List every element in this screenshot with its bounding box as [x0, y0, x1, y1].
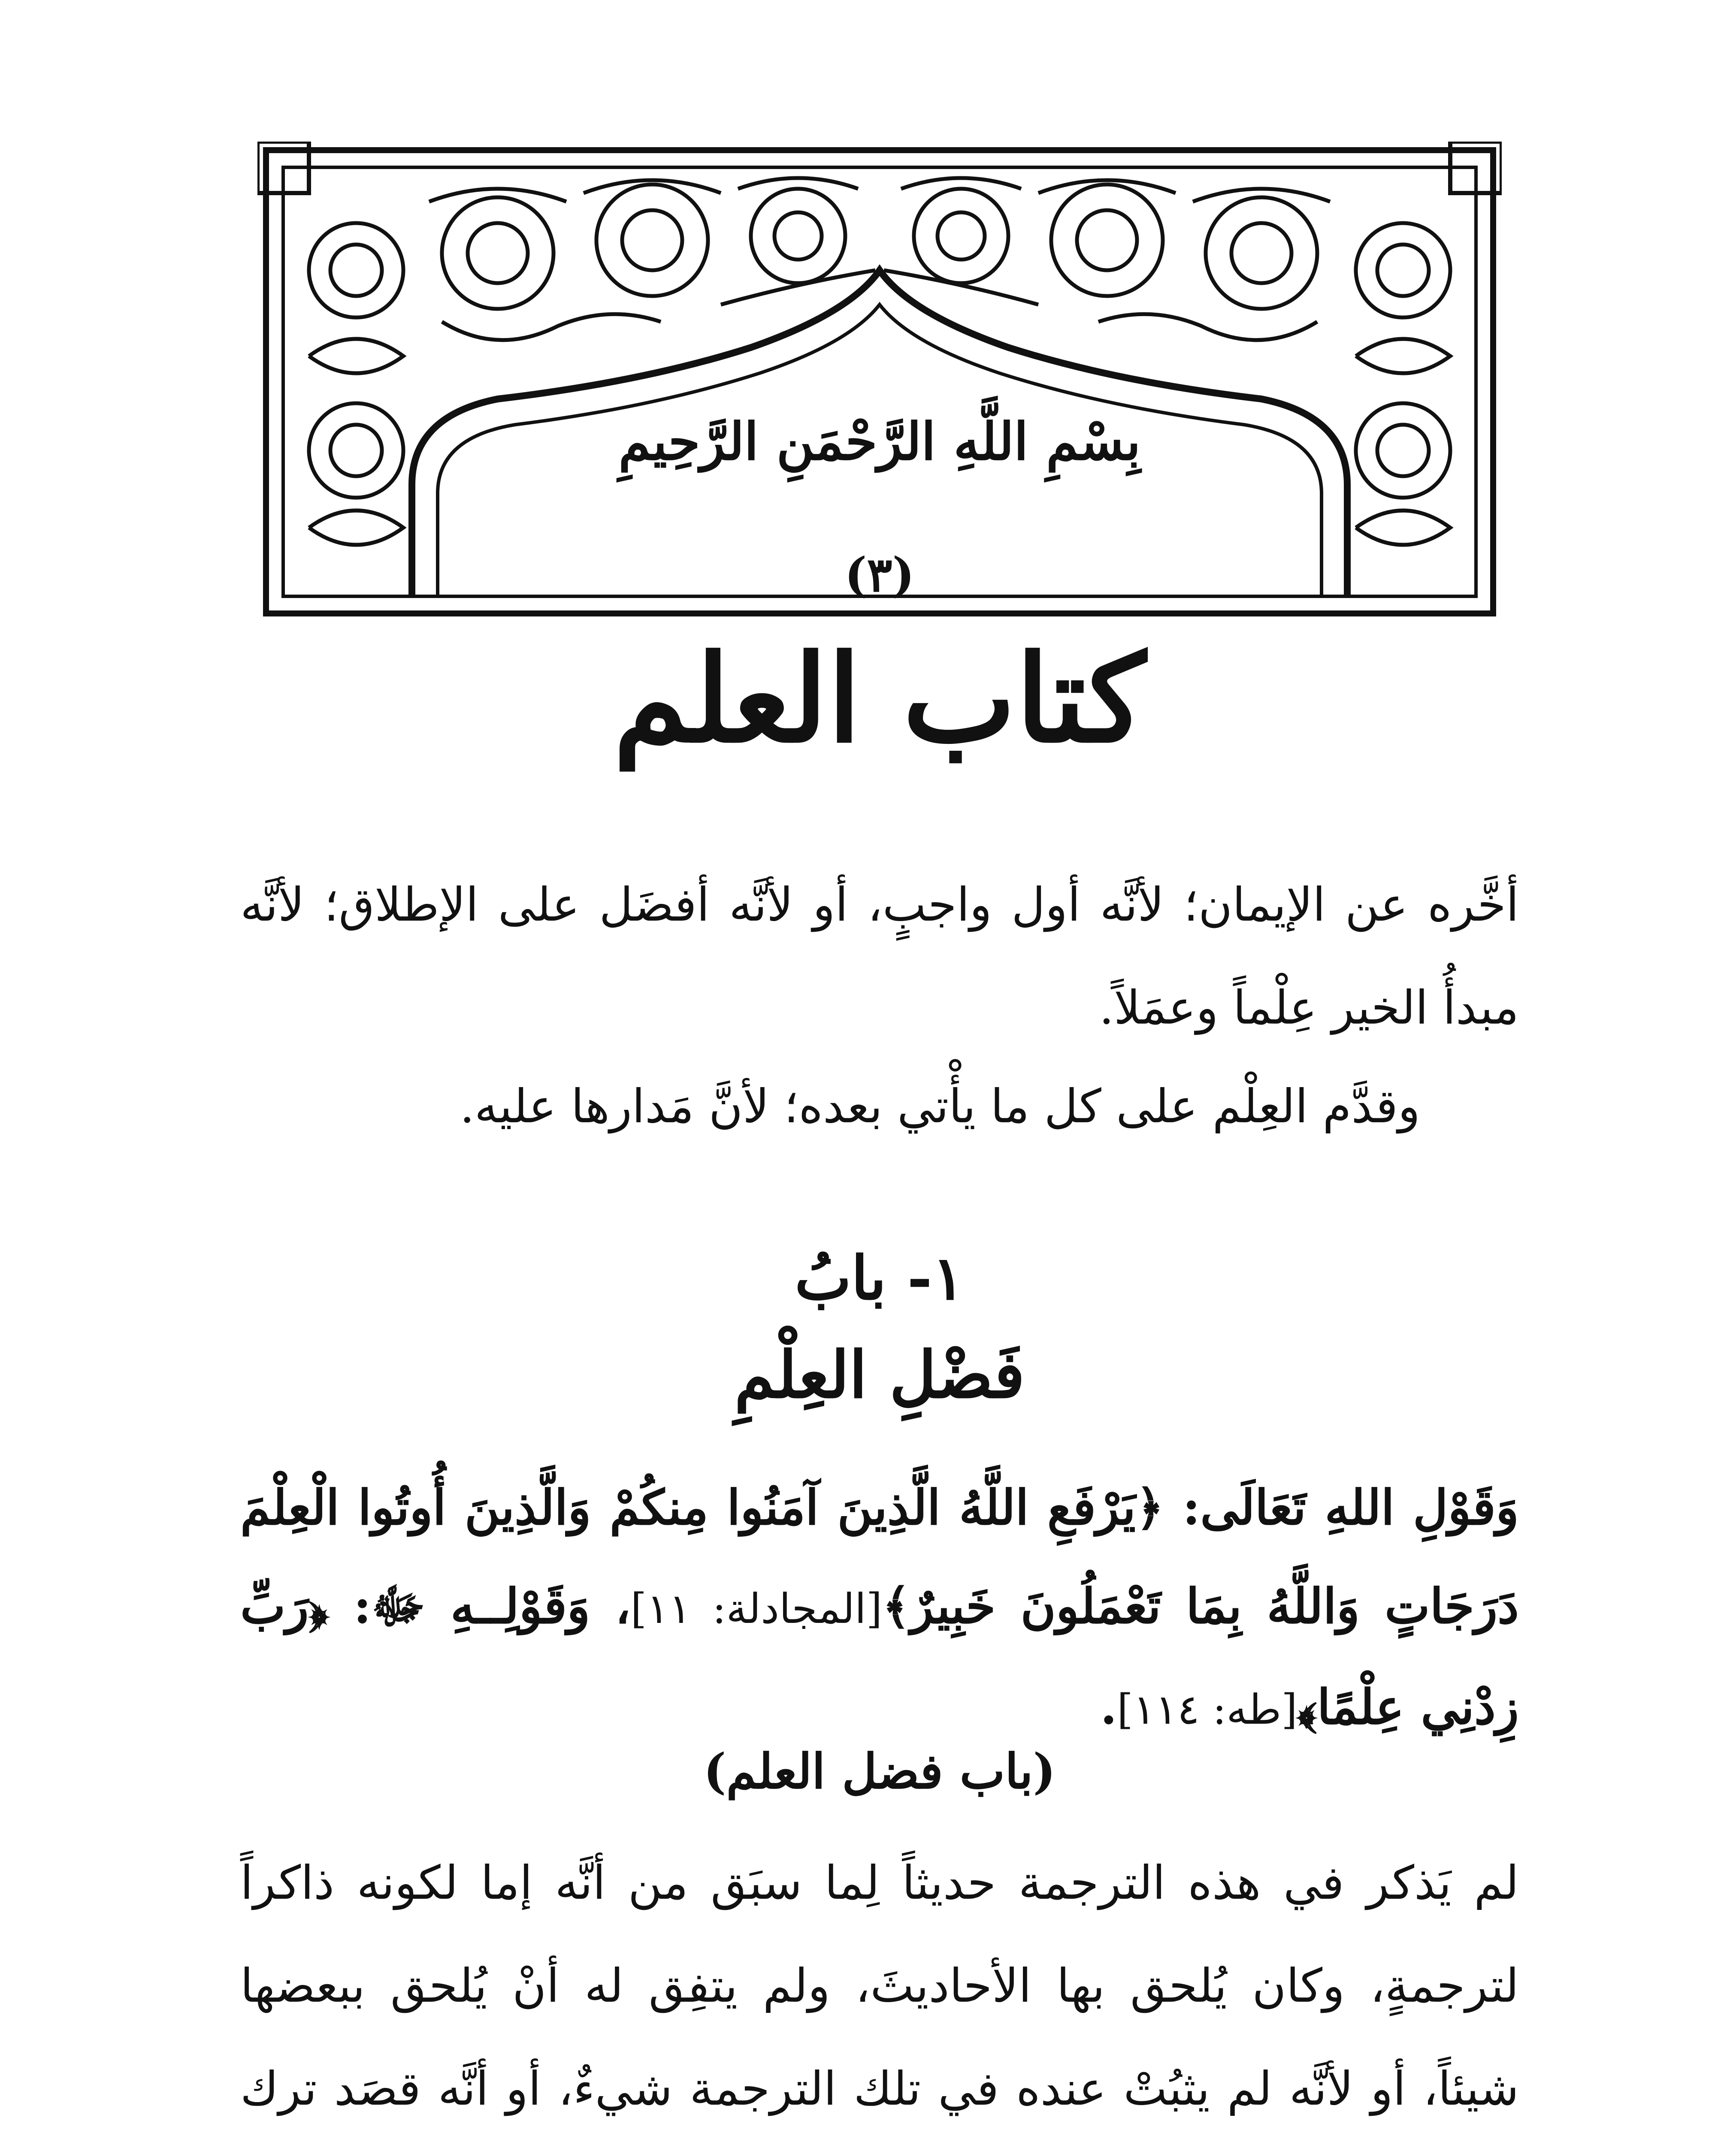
chapter-title: فَضْلِ العِلْمِ	[734, 1337, 1025, 1413]
chapter-number: ١- بابُ	[795, 1243, 965, 1314]
quote-intro: وَقَوْلِ اللهِ تَعَالَى:	[1182, 1480, 1519, 1536]
intro-paragraph: أخَّره عن الإيمان؛ لأنَّه أول واجبٍ، أو لأنَّه أفضَل على الإطلاق؛ لأنَّه مبدأُ الخير عِلْماً وعمَلاً.	[240, 878, 1519, 1035]
book-number: (٣)	[844, 547, 915, 602]
commentary-heading: (باب فضل العلم)	[703, 1743, 1056, 1800]
quote-connector: ، وَقَوْلِــهِ ﷻ:	[353, 1578, 631, 1634]
quran-ayah: ﴿يَرْفَعِ اللَّهُ الَّذِينَ آمَنُوا مِنكُمْ وَالَّذِينَ أُوتُوا الْعِلْمَ دَرَجَاتٍ وَاللَّهُ بِمَا تَعْمَلُونَ خَبِيرٌ﴾	[240, 1480, 1519, 1634]
commentary-paragraph: لم يَذكر في هذه الترجمة حديثاً لِما سبَق من أنَّه إما لكونه ذاكراً لترجمةٍ، وكان يُلحق بها الأحاديثَ، ولم يتفِق له أنْ يُلحق ببعضها شيئاً، أو لأنَّه لم يثبُتْ عنده في تلك الترجمة شيءٌ، أو أنَّه قصَد ترك	[240, 1856, 1519, 2116]
end-mark: .	[1100, 1679, 1117, 1735]
basmala: بِسْمِ اللَّهِ الرَّحْمَنِ الرَّحِيمِ	[618, 411, 1141, 472]
ayah-reference: [المجادلة: ١١]	[630, 1585, 883, 1633]
intro-paragraph: وقدَّم العِلْم على كل ما يأْتي بعده؛ لأنَّ مَدارها عليه.	[460, 1080, 1420, 1133]
quran-quote-block	[240, 1459, 1519, 1759]
ayah-reference: [طه: ١١٤]	[1117, 1686, 1297, 1734]
book-title: كتاب العلم	[613, 628, 1146, 770]
quran-ayah: ﴿رَبِّ زِدْنِي عِلْمًا﴾	[240, 1578, 1519, 1735]
